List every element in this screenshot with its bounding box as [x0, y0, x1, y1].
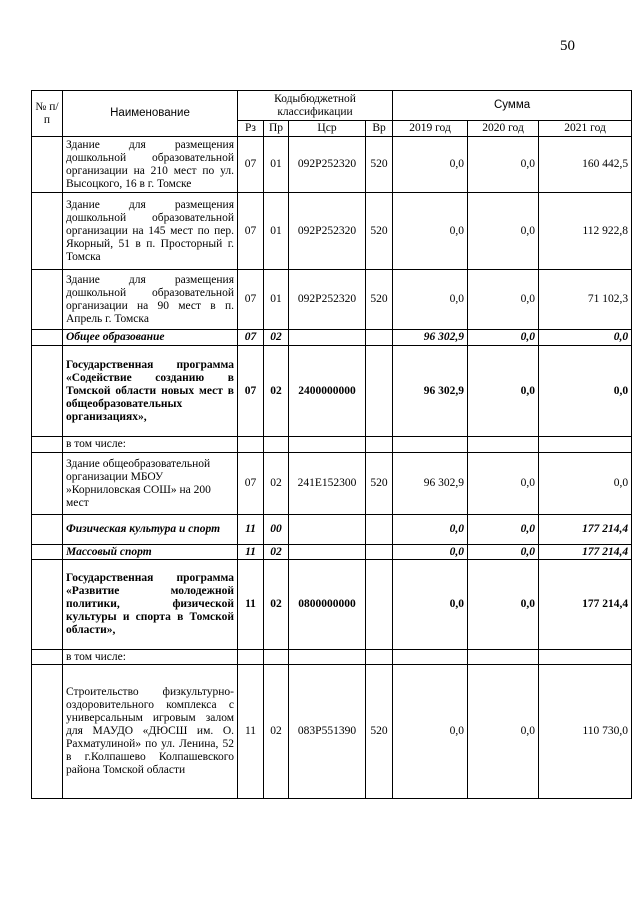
- row-vr: [366, 346, 393, 437]
- header-pr: Пр: [264, 121, 289, 137]
- row-name: Массовый спорт: [63, 545, 238, 560]
- row-2021: 71 102,3: [539, 270, 632, 330]
- row-pr: 02: [264, 330, 289, 346]
- table-row: [32, 137, 632, 193]
- row-pr: 02: [264, 665, 289, 799]
- header-num: № п/п: [32, 91, 63, 137]
- row-2020: 0,0: [468, 560, 539, 650]
- row-2021: 177 214,4: [539, 545, 632, 560]
- table-row: [32, 346, 632, 437]
- row-2019: 0,0: [393, 270, 468, 330]
- row-rz: 11: [238, 545, 264, 560]
- row-2021: 177 214,4: [539, 515, 632, 545]
- row-pr: 02: [264, 453, 289, 515]
- row-name: Общее образование: [63, 330, 238, 346]
- row-csr: 092P252320: [289, 193, 366, 270]
- row-rz: 11: [238, 665, 264, 799]
- row-2019: 96 302,9: [393, 346, 468, 437]
- row-name: Строительство физкультурно-оздоровительного комплекса с универсальным игровым залом для МАУДО «ДЮСШ им. О. Рахматулиной» по ул. Ленина, 52 в г.Колпашево Колпашевского района Томской области: [63, 665, 238, 799]
- row-csr: 083P551390: [289, 665, 366, 799]
- table-row: [32, 545, 632, 560]
- row-vr: 520: [366, 665, 393, 799]
- row-2020: 0,0: [468, 330, 539, 346]
- row-name: Здание для размещения дошкольной образовательной организации на 210 мест по ул. Высоцкого, 16 в г. Томске: [63, 137, 238, 193]
- row-csr: 241E152300: [289, 453, 366, 515]
- row-pr: 01: [264, 137, 289, 193]
- table-row: [32, 437, 632, 453]
- row-name: Здание для размещения дошкольной образовательной организации на 90 мест в п. Апрель г. Томска: [63, 270, 238, 330]
- row-2021: 160 442,5: [539, 137, 632, 193]
- row-2019: 0,0: [393, 515, 468, 545]
- row-2019: 0,0: [393, 137, 468, 193]
- header-2020: 2020 год: [468, 121, 539, 137]
- header-2021: 2021 год: [539, 121, 632, 137]
- row-csr: [289, 330, 366, 346]
- table-row: [32, 560, 632, 650]
- row-2019: 96 302,9: [393, 453, 468, 515]
- row-rz: 07: [238, 270, 264, 330]
- row-2021: 0,0: [539, 346, 632, 437]
- row-name: Здание общеобразовательной организации МБОУ »Корниловская СОШ» на 200 мест: [63, 453, 238, 515]
- row-name: Здание для размещения дошкольной образовательной организации на 145 мест по пер. Якорный, 51 в п. Просторный г. Томска: [63, 193, 238, 270]
- header-name: Наименование: [63, 91, 238, 137]
- header-rz: Рз: [238, 121, 264, 137]
- table-row: [32, 270, 632, 330]
- row-name: Государственная программа «Содействие созданию в Томской области новых мест в общеобразовательных организациях»,: [63, 346, 238, 437]
- row-2021: 112 922,8: [539, 193, 632, 270]
- row-pr: 00: [264, 515, 289, 545]
- row-2021: 110 730,0: [539, 665, 632, 799]
- row-rz: 07: [238, 137, 264, 193]
- row-pr: 02: [264, 560, 289, 650]
- row-2020: 0,0: [468, 193, 539, 270]
- row-2020: 0,0: [468, 346, 539, 437]
- table-row: [32, 453, 632, 515]
- row-2020: 0,0: [468, 545, 539, 560]
- row-csr: 092P252320: [289, 270, 366, 330]
- header-csr: Цср: [289, 121, 366, 137]
- row-2021: 0,0: [539, 330, 632, 346]
- row-vr: 520: [366, 453, 393, 515]
- table-row: [32, 330, 632, 346]
- row-csr: [289, 545, 366, 560]
- row-name: Физическая культура и спорт: [63, 515, 238, 545]
- row-vr: 520: [366, 270, 393, 330]
- row-2019: 0,0: [393, 665, 468, 799]
- row-rz: 11: [238, 560, 264, 650]
- row-2020: 0,0: [468, 137, 539, 193]
- row-csr: 0800000000: [289, 560, 366, 650]
- table-row: [32, 665, 632, 799]
- row-vr: [366, 545, 393, 560]
- row-rz: 07: [238, 453, 264, 515]
- row-rz: 07: [238, 346, 264, 437]
- row-vr: [366, 560, 393, 650]
- header-codes: Кодыбюджетной классификации: [238, 91, 393, 121]
- row-csr: 092P252320: [289, 137, 366, 193]
- row-2019: 0,0: [393, 560, 468, 650]
- row-2020: 0,0: [468, 453, 539, 515]
- row-2020: 0,0: [468, 270, 539, 330]
- row-vr: [366, 515, 393, 545]
- row-pr: 01: [264, 270, 289, 330]
- row-pr: 01: [264, 193, 289, 270]
- row-rz: 07: [238, 330, 264, 346]
- row-csr: 2400000000: [289, 346, 366, 437]
- header-row: [32, 91, 632, 121]
- row-2020: 0,0: [468, 515, 539, 545]
- row-2020: 0,0: [468, 665, 539, 799]
- header-2019: 2019 год: [393, 121, 468, 137]
- table-row: [32, 515, 632, 545]
- table-row: [32, 650, 632, 665]
- row-2021: 0,0: [539, 453, 632, 515]
- row-name: в том числе:: [63, 650, 238, 665]
- row-pr: 02: [264, 346, 289, 437]
- row-rz: 07: [238, 193, 264, 270]
- row-name: Государственная программа «Развитие молодежной политики, физической культуры и спорта в Томской области»,: [63, 560, 238, 650]
- row-name: в том числе:: [63, 437, 238, 453]
- row-vr: [366, 330, 393, 346]
- header-sum: Сумма: [393, 91, 632, 121]
- row-pr: 02: [264, 545, 289, 560]
- row-vr: 520: [366, 193, 393, 270]
- row-rz: 11: [238, 515, 264, 545]
- row-vr: 520: [366, 137, 393, 193]
- header-vr: Вр: [366, 121, 393, 137]
- page-number: 50: [560, 38, 575, 54]
- row-2019: 96 302,9: [393, 330, 468, 346]
- row-2019: 0,0: [393, 545, 468, 560]
- row-2019: 0,0: [393, 193, 468, 270]
- row-2021: 177 214,4: [539, 560, 632, 650]
- budget-table: [31, 90, 632, 799]
- table-row: [32, 193, 632, 270]
- row-csr: [289, 515, 366, 545]
